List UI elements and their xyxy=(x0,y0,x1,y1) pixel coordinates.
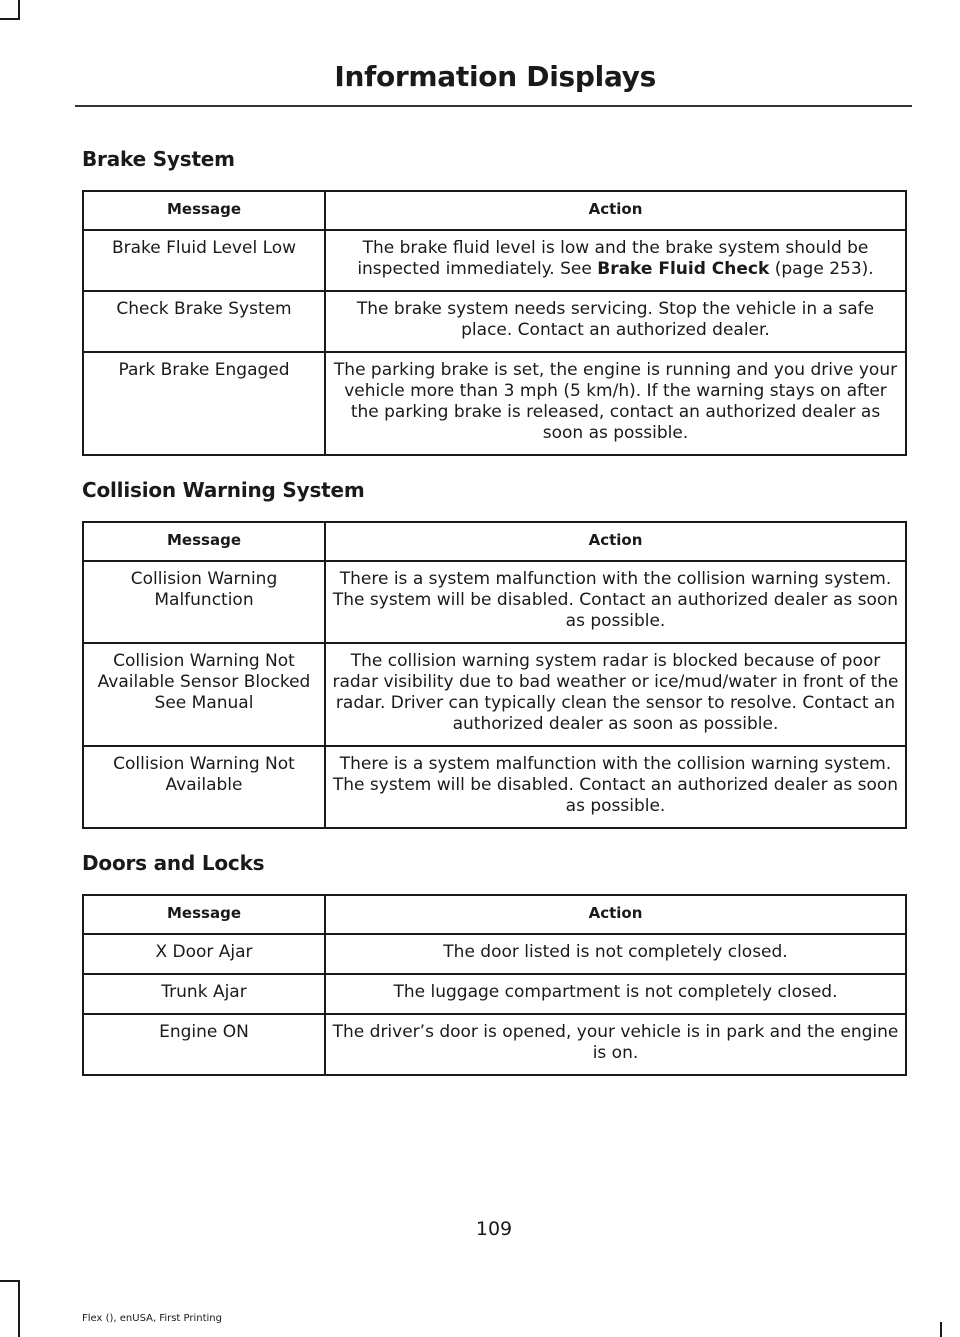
message-cell: Engine ON xyxy=(83,1014,325,1075)
page-title: Information Displays xyxy=(334,60,656,93)
crop-mark xyxy=(18,0,20,20)
column-header-action: Action xyxy=(325,895,906,934)
collision-warning-table xyxy=(82,521,907,829)
table-header-row xyxy=(83,895,906,934)
section-title-brake-system: Brake System xyxy=(82,147,235,171)
message-cell: Collision Warning Malfunction xyxy=(83,561,325,643)
table-row xyxy=(83,561,906,643)
doors-and-locks-table xyxy=(82,894,907,1076)
table-header-row xyxy=(83,191,906,230)
message-cell: Collision Warning Not Available xyxy=(83,746,325,828)
message-cell: Check Brake System xyxy=(83,291,325,352)
table-row xyxy=(83,230,906,291)
action-cell: The door listed is not completely closed. xyxy=(325,934,906,974)
footer-edition: Flex (), enUSA, First Printing xyxy=(82,1313,222,1324)
crop-mark xyxy=(18,1280,20,1337)
action-cell: The driver’s door is opened, your vehicle is in park and the engine is on. xyxy=(325,1014,906,1075)
table-row xyxy=(83,1014,906,1075)
message-cell: Brake Fluid Level Low xyxy=(83,230,325,291)
page-number: 109 xyxy=(475,1218,513,1240)
crop-mark xyxy=(0,1280,20,1282)
column-header-message: Message xyxy=(83,522,325,561)
message-cell: X Door Ajar xyxy=(83,934,325,974)
action-cell xyxy=(325,230,906,291)
message-cell: Trunk Ajar xyxy=(83,974,325,1014)
table-row xyxy=(83,934,906,974)
brake-system-table xyxy=(82,190,907,456)
section-title-collision-warning: Collision Warning System xyxy=(82,478,365,502)
message-cell: Collision Warning Not Available Sensor Blocked See Manual xyxy=(83,643,325,746)
column-header-action: Action xyxy=(325,522,906,561)
action-cell: There is a system malfunction with the collision warning system. The system will be disabled. Contact an authorized dealer as soon as possible. xyxy=(325,561,906,643)
section-title-doors-and-locks: Doors and Locks xyxy=(82,851,265,875)
column-header-message: Message xyxy=(83,191,325,230)
crop-mark xyxy=(0,18,20,20)
crop-mark xyxy=(940,1322,942,1337)
action-cell: The luggage compartment is not completely closed. xyxy=(325,974,906,1014)
action-cell: The collision warning system radar is blocked because of poor radar visibility due to bad weather or ice/mud/water in front of the radar. Driver can typically clean the sensor to resolve. Contact an authorized dealer as soon as possible. xyxy=(325,643,906,746)
action-text: The brake fluid level is low and the brake system should be inspected immediately. See xyxy=(357,238,869,279)
header-divider xyxy=(75,105,912,107)
action-cell: There is a system malfunction with the collision warning system. The system will be disabled. Contact an authorized dealer as soon as possible. xyxy=(325,746,906,828)
table-row xyxy=(83,352,906,455)
table-row xyxy=(83,291,906,352)
table-row xyxy=(83,643,906,746)
page-reference: (page 253). xyxy=(769,259,874,279)
column-header-message: Message xyxy=(83,895,325,934)
table-row xyxy=(83,974,906,1014)
table-row xyxy=(83,746,906,828)
message-cell: Park Brake Engaged xyxy=(83,352,325,455)
cross-reference-link[interactable]: Brake Fluid Check xyxy=(597,259,770,279)
action-cell: The brake system needs servicing. Stop the vehicle in a safe place. Contact an authorized dealer. xyxy=(325,291,906,352)
action-cell: The parking brake is set, the engine is running and you drive your vehicle more than 3 mph (5 km/h). If the warning stays on after the parking brake is released, contact an authorized dealer as soon as possible. xyxy=(325,352,906,455)
column-header-action: Action xyxy=(325,191,906,230)
table-header-row xyxy=(83,522,906,561)
